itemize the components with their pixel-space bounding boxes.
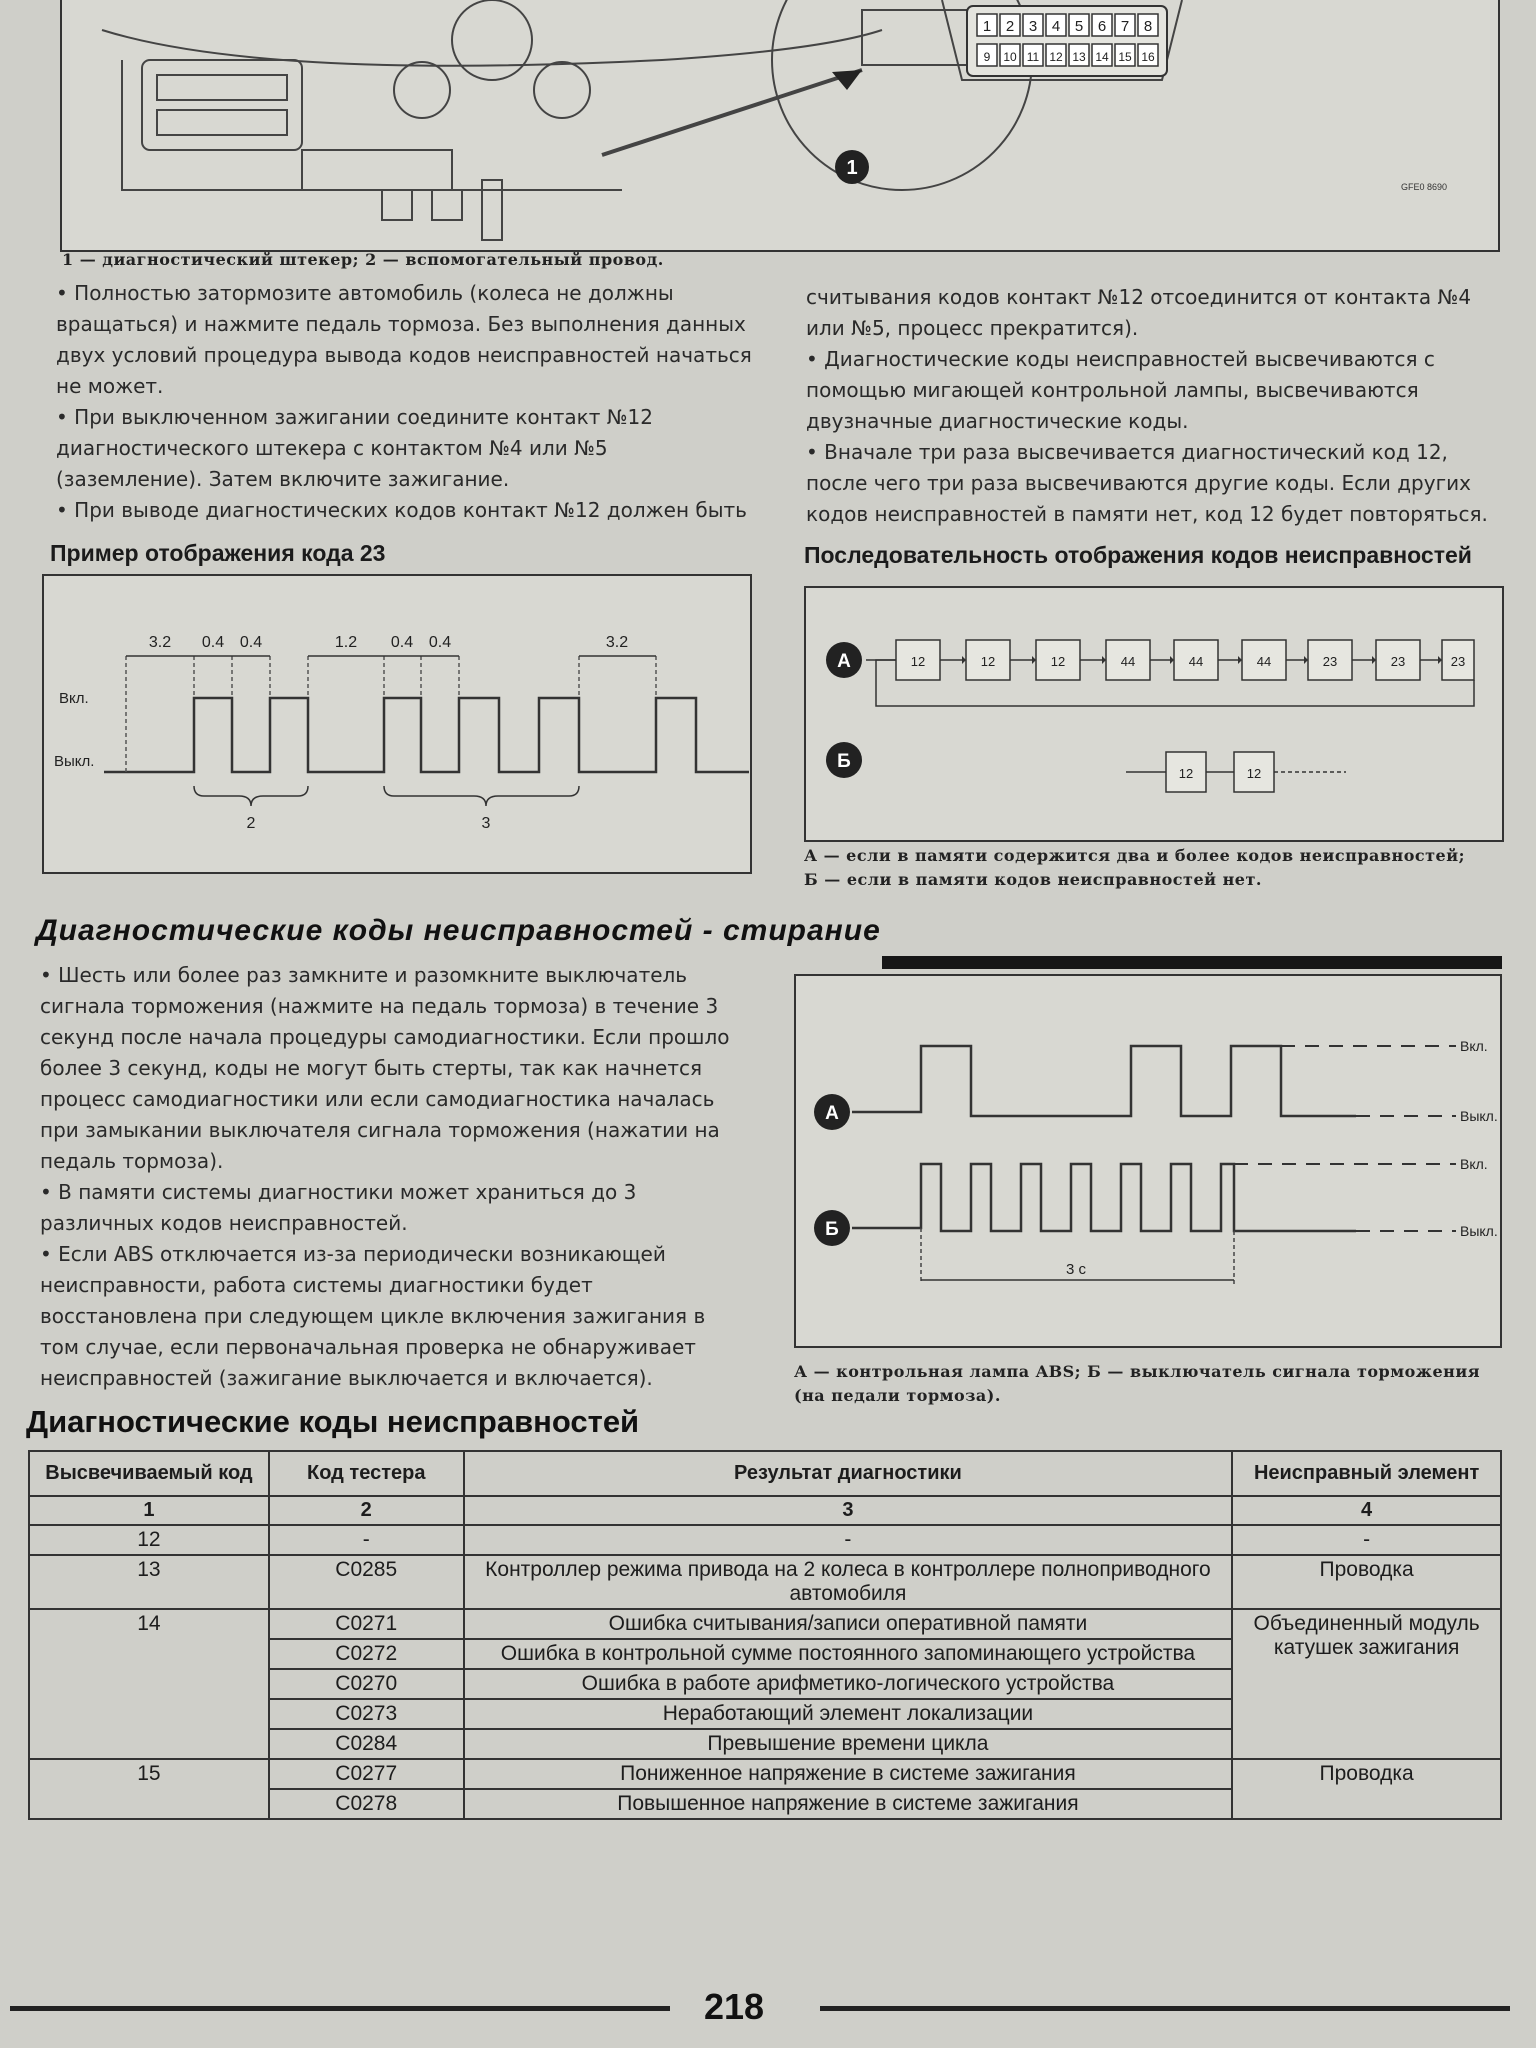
code-box xyxy=(1376,640,1420,680)
paragraph: • Полностью затормозите автомобиль (колеса не должны вращаться) и нажмите педаль тормоза. Без выполнения данных двух условий процедура вывода кодов неисправностей начаться не может. xyxy=(56,281,752,398)
result-cell: Повышенное напряжение в системе зажигания xyxy=(464,1789,1233,1819)
brake-switch-signal xyxy=(852,1164,1356,1231)
timing-label: 0.4 xyxy=(390,634,414,651)
tester-cell: - xyxy=(269,1525,464,1555)
left-column-text xyxy=(56,278,754,528)
connector-pin xyxy=(1000,14,1020,36)
code-box xyxy=(966,640,1010,680)
off-label: Выкл. xyxy=(1460,1223,1498,1239)
connector-pin xyxy=(1046,44,1066,66)
code-box xyxy=(1234,752,1274,792)
svg-text:12: 12 xyxy=(1178,766,1194,781)
on-label: Вкл. xyxy=(59,690,89,707)
row-b-marker xyxy=(826,742,862,778)
table-row xyxy=(29,1609,1501,1639)
title-rule xyxy=(882,956,1502,969)
timing-label: 1.2 xyxy=(334,634,358,651)
timing-label: 0.4 xyxy=(201,634,225,651)
sequence-diagram xyxy=(806,588,1502,840)
result-cell: Неработающий элемент локализации xyxy=(464,1699,1233,1729)
svg-text:6: 6 xyxy=(1097,18,1107,35)
dashboard-drawing xyxy=(62,0,1498,250)
svg-text:44: 44 xyxy=(1120,654,1136,669)
svg-text:А: А xyxy=(825,1103,839,1124)
tester-cell: C0284 xyxy=(269,1729,464,1759)
code-box xyxy=(1242,640,1286,680)
result-cell: Ошибка в контрольной сумме постоянного запоминающего устройства xyxy=(464,1639,1233,1669)
connector-pin xyxy=(977,14,997,36)
svg-text:44: 44 xyxy=(1256,654,1272,669)
connector-pin xyxy=(1046,14,1066,36)
timing-label: 0.4 xyxy=(239,634,263,651)
tester-cell: C0285 xyxy=(269,1555,464,1609)
connector-pin xyxy=(977,44,997,66)
result-cell: Пониженное напряжение в системе зажигания xyxy=(464,1759,1233,1789)
paragraph: • Если ABS отключается из-за периодически возникающей неисправности, работа системы диагностики будет восстановлена при следующем цикле включения зажигания в том случае, если первоначальная проверка не обнаруживает неисправностей (зажигание выключается и включается). xyxy=(40,1242,706,1390)
on-label: Вкл. xyxy=(1460,1038,1488,1054)
tester-cell: C0277 xyxy=(269,1759,464,1789)
sequence-caption-b: Б — если в памяти кодов неисправностей нет. xyxy=(804,870,1262,889)
result-cell: Ошибка считывания/записи оперативной памяти xyxy=(464,1609,1233,1639)
callout-1 xyxy=(835,150,869,184)
figure-code: GFE0 8690 xyxy=(1400,182,1447,192)
erase-section-title: Диагностические коды неисправностей - стирание xyxy=(36,914,881,947)
header-cell: Код тестера xyxy=(269,1451,464,1496)
svg-text:5: 5 xyxy=(1074,18,1084,35)
column-number-row xyxy=(29,1496,1501,1525)
off-label: Выкл. xyxy=(54,753,95,770)
timing-guides xyxy=(126,656,656,772)
connector-pin xyxy=(1023,14,1043,36)
connector-pin xyxy=(1069,44,1089,66)
footer-rule-left xyxy=(10,2006,670,2011)
tester-cell: C0273 xyxy=(269,1699,464,1729)
column-number: 1 xyxy=(29,1496,269,1525)
abs-lamp-signal xyxy=(852,1046,1356,1116)
paragraph: • При выводе диагностических кодов контакт №12 должен быть xyxy=(56,498,747,522)
svg-text:9: 9 xyxy=(983,50,991,64)
code-box xyxy=(1308,640,1352,680)
column-number: 4 xyxy=(1232,1496,1501,1525)
result-cell: Контроллер режима привода на 2 колеса в контроллере полноприводного автомобиля xyxy=(464,1555,1233,1609)
erase-waveforms xyxy=(796,976,1500,1346)
column-number: 2 xyxy=(269,1496,464,1525)
svg-text:16: 16 xyxy=(1141,50,1155,64)
group-braces xyxy=(194,786,579,806)
svg-text:11: 11 xyxy=(1026,50,1040,64)
header-cell: Высвечиваемый код xyxy=(29,1451,269,1496)
connector-pin xyxy=(1138,14,1158,36)
example-chart-frame xyxy=(42,574,752,874)
tester-cell: C0278 xyxy=(269,1789,464,1819)
svg-text:12: 12 xyxy=(1246,766,1262,781)
connector-pin xyxy=(1138,44,1158,66)
timing-label: 3.2 xyxy=(605,634,629,651)
page-number: 218 xyxy=(704,1986,765,2027)
element-cell: Проводка xyxy=(1232,1555,1501,1609)
dashboard-figure-caption: 1 — диагностический штекер; 2 — вспомогательный провод. xyxy=(62,250,664,269)
code-box xyxy=(1166,752,1206,792)
code-cell: 12 xyxy=(29,1525,269,1555)
svg-text:15: 15 xyxy=(1118,50,1132,64)
erase-text xyxy=(40,960,744,1400)
svg-text:3: 3 xyxy=(1028,18,1038,35)
connector-pin xyxy=(1069,14,1089,36)
erase-chart-caption: А — контрольная лампа ABS; Б — выключатель сигнала торможения (на педали тормоза). xyxy=(794,1362,1481,1405)
sequence-chart-title: Последовательность отображения кодов неисправностей xyxy=(804,542,1472,568)
svg-text:Б: Б xyxy=(837,751,851,772)
paragraph: • Шесть или более раз замкните и разомкните выключатель сигнала торможения (нажмите на педаль тормоза) в течение 3 секунд после начала процедуры самодиагностики. Если прошло более 3 секунд, коды не могут быть стерты, так как начнется процесс самодиагностики или если самодиагностика началась при замыкании выключателя сигнала торможения (нажатии на педаль тормоза). xyxy=(40,963,730,1173)
header-cell: Неисправный элемент xyxy=(1232,1451,1501,1496)
code-box xyxy=(896,640,940,680)
svg-text:10: 10 xyxy=(1003,50,1017,64)
result-cell: Ошибка в работе арифметико-логического устройства xyxy=(464,1669,1233,1699)
code-cell: 14 xyxy=(29,1609,269,1759)
code-box xyxy=(1174,640,1218,680)
row-a-marker xyxy=(826,642,862,678)
svg-text:2: 2 xyxy=(1005,18,1015,35)
svg-text:7: 7 xyxy=(1120,18,1130,35)
svg-text:12: 12 xyxy=(1050,654,1066,669)
row-a-sequence xyxy=(866,640,1474,706)
dashboard-figure xyxy=(60,0,1500,252)
column-number: 3 xyxy=(464,1496,1233,1525)
result-cell: Превышение времени цикла xyxy=(464,1729,1233,1759)
row-a-marker xyxy=(814,1094,850,1130)
timing-label: 3.2 xyxy=(148,634,172,651)
table-row xyxy=(29,1555,1501,1609)
svg-text:23: 23 xyxy=(1322,654,1338,669)
continuation-dashes xyxy=(1234,1046,1456,1231)
code-23-waveform xyxy=(44,576,750,872)
svg-text:8: 8 xyxy=(1143,18,1153,35)
result-cell: - xyxy=(464,1525,1233,1555)
tester-cell: C0271 xyxy=(269,1609,464,1639)
table-row xyxy=(29,1525,1501,1555)
timing-labels xyxy=(149,634,628,651)
svg-text:14: 14 xyxy=(1095,50,1109,64)
codes-table-wrap xyxy=(28,1450,1502,1988)
group-label: 2 xyxy=(246,815,256,832)
duration-label: 3 с xyxy=(1065,1261,1087,1278)
off-label: Выкл. xyxy=(1460,1108,1498,1124)
connector-pin xyxy=(1023,44,1043,66)
pulse-waveform xyxy=(104,698,749,772)
svg-text:А: А xyxy=(837,651,851,672)
svg-text:1: 1 xyxy=(846,157,858,179)
code-cell: 15 xyxy=(29,1759,269,1819)
connector-pin xyxy=(1115,44,1135,66)
element-cell: - xyxy=(1232,1525,1501,1555)
paragraph: • При выключенном зажигании соедините контакт №12 диагностического штекера с контактом №4 или №5 (заземление). Затем включите зажигание. xyxy=(56,405,653,491)
erase-chart-frame xyxy=(794,974,1502,1348)
table-header-row xyxy=(29,1451,1501,1496)
table-row xyxy=(29,1759,1501,1789)
row-b-marker xyxy=(814,1210,850,1246)
svg-text:12: 12 xyxy=(1049,50,1063,64)
paragraph: считывания кодов контакт №12 отсоединится от контакта №4 или №5, процесс прекратится). xyxy=(806,285,1472,340)
tester-cell: C0270 xyxy=(269,1669,464,1699)
tester-cell: C0272 xyxy=(269,1639,464,1669)
code-box xyxy=(1036,640,1080,680)
code-box xyxy=(1106,640,1150,680)
on-label: Вкл. xyxy=(1460,1156,1488,1172)
paragraph: • Вначале три раза высвечивается диагностический код 12, после чего три раза высвечиваются другие коды. Если других кодов неисправностей в памяти нет, код 12 будет повторяться. xyxy=(806,440,1488,526)
codes-table xyxy=(28,1450,1502,1820)
code-box xyxy=(1442,640,1474,680)
svg-text:23: 23 xyxy=(1390,654,1406,669)
timing-label: 0.4 xyxy=(428,634,452,651)
code-cell: 13 xyxy=(29,1555,269,1609)
group-label: 3 xyxy=(481,815,491,832)
svg-text:12: 12 xyxy=(910,654,926,669)
example-chart-title: Пример отображения кода 23 xyxy=(50,540,386,566)
svg-text:1: 1 xyxy=(982,18,992,35)
svg-text:4: 4 xyxy=(1051,18,1061,35)
row-b-sequence xyxy=(1126,752,1346,792)
element-cell: Проводка xyxy=(1232,1759,1501,1819)
svg-text:13: 13 xyxy=(1072,50,1086,64)
right-column-text xyxy=(806,282,1506,537)
sequence-caption-a: А — если в памяти содержится два и более кодов неисправностей; xyxy=(804,846,1465,865)
footer-rule-right xyxy=(820,2006,1510,2011)
codes-table-title: Диагностические коды неисправностей xyxy=(26,1404,640,1439)
header-cell: Результат диагностики xyxy=(464,1451,1233,1496)
paragraph: • Диагностические коды неисправностей высвечиваются с помощью мигающей контрольной лампы, высвечиваются двузначные диагностические коды. xyxy=(806,347,1435,433)
connector-pin xyxy=(1092,14,1112,36)
sequence-chart-frame xyxy=(804,586,1504,842)
connector-pin xyxy=(1092,44,1112,66)
svg-text:23: 23 xyxy=(1450,654,1466,669)
connector-pin xyxy=(1115,14,1135,36)
connector-pin xyxy=(1000,44,1020,66)
element-cell: Объединенный модуль катушек зажигания xyxy=(1232,1609,1501,1759)
svg-text:12: 12 xyxy=(980,654,996,669)
svg-text:Б: Б xyxy=(825,1219,839,1240)
svg-text:44: 44 xyxy=(1188,654,1204,669)
paragraph: • В памяти системы диагностики может храниться до 3 различных кодов неисправностей. xyxy=(40,1180,637,1235)
